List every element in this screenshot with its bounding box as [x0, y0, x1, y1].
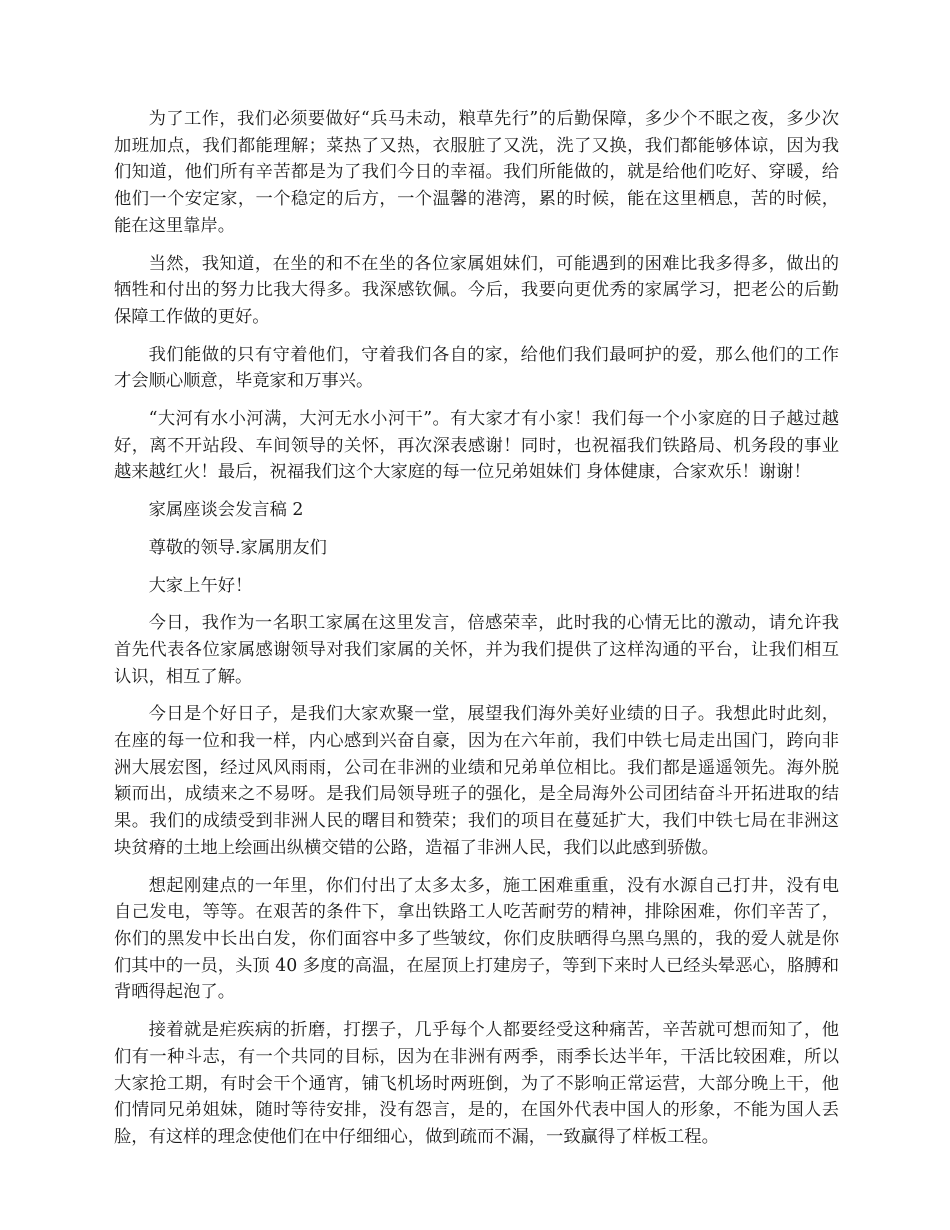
paragraph-guarding-home: 我们能做的只有守着他们，守着我们各自的家，给他们我们最呵护的爱，那么他们的工作才会顺心顺意，毕竟家和万事兴。	[114, 344, 839, 392]
paragraph-introduction: 今日，我作为一名职工家属在这里发言，倍感荣幸，此时我的心情无比的激动，请允许我首先代表各位家属感谢领导对我们家属的关怀，并为我们提供了这样沟通的平台，让我们相互认识，相互了解。	[114, 613, 839, 687]
paragraph-hardships: 想起刚建点的一年里，你们付出了太多太多，施工困难重重，没有水源自己打井，没有电自己发电，等等。在艰苦的条件下，拿出铁路工人吃苦耐劳的精神，排除困难，你们辛苦了，你们的黑发中长出白发，你们面容中多了些皱纹，你们皮肤晒得乌黑乌黑的，我的爱人就是你们其中的一员，头顶 40 多度的高温，在屋顶上打建房子，等到下来时人已经头晕恶心，胳膊和背晒得起泡了。	[114, 875, 839, 1003]
greeting: 大家上午好！	[148, 575, 253, 596]
salutation: 尊敬的领导.家属朋友们	[148, 537, 327, 558]
paragraph-admiration: 当然，我知道，在坐的和不在坐的各位家属姐妹们，可能遇到的困难比我多得多，做出的牺牲和付出的努力比我大得多。我深感钦佩。今后，我要向更优秀的家属学习，把老公的后勤保障工作做的更好。	[114, 253, 839, 327]
document-body	[114, 106, 839, 1162]
paragraph-malaria: 接着就是疟疾病的折磨，打摆子，几乎每个人都要经受这种痛苦，辛苦就可想而知了，他们有一种斗志，有一个共同的目标，因为在非洲有两季，雨季长达半年，干活比较困难，所以大家抢工期，有时会干个通宵，铺飞机场时两班倒，为了不影响正常运营，大部分晚上干，他们情同兄弟姐妹，随时等待安排，没有怨言，是的，在国外代表中国人的形象，不能为国人丢脸，有这样的理念使他们在中仔细细心，做到疏而不漏，一致赢得了样板工程。	[114, 1020, 839, 1147]
paragraph-logistics: 为了工作，我们必须要做好“兵马未动，粮草先行”的后勤保障，多少个不眠之夜，多少次加班加点，我们都能理解；菜热了又热，衣服脏了又洗，洗了又换，我们都能够体谅，因为我们知道，他们所有辛苦都是为了我们今日的幸福。我们所能做的，就是给他们吃好、穿暖，给他们一个安定家，一个稳定的后方，一个温馨的港湾，累的时候，能在这里栖息，苦的时候，能在这里靠岸。	[114, 109, 839, 236]
section-title: 家属座谈会发言稿 2	[148, 500, 304, 521]
paragraph-overseas-achievements: 今日是个好日子，是我们大家欢聚一堂，展望我们海外美好业绩的日子。我想此时此刻，在座的每一位和我一样，内心感到兴奋自豪，因为在六年前，我们中铁七局走出国门，跨向非洲大展宏图，经过风风雨雨，公司在非洲的业绩和兄弟单位相比。我们都是遥遥领先。海外脱颖而出，成绩来之不易呀。是我们局领导班子的强化，是全局海外公司团结奋斗开拓进取的结果。我们的成绩受到非洲人民的曙目和赞荣；我们的项目在蔓延扩大，我们中铁七局在非洲这块贫瘠的土地上绘画出纵横交错的公路，造福了非洲人民，我们以此感到骄傲。	[114, 704, 839, 858]
paragraph-closing-thanks: “大河有水小河满，大河无水小河干”。有大家才有小家！我们每一个小家庭的日子越过越好，离不开站段、车间领导的关怀，再次深表感谢！同时，也祝福我们铁路局、机务段的事业越来越红火！最后，祝福我们这个大家庭的每一位兄弟姐妹们 身体健康，合家欢乐！谢谢！	[114, 409, 839, 483]
